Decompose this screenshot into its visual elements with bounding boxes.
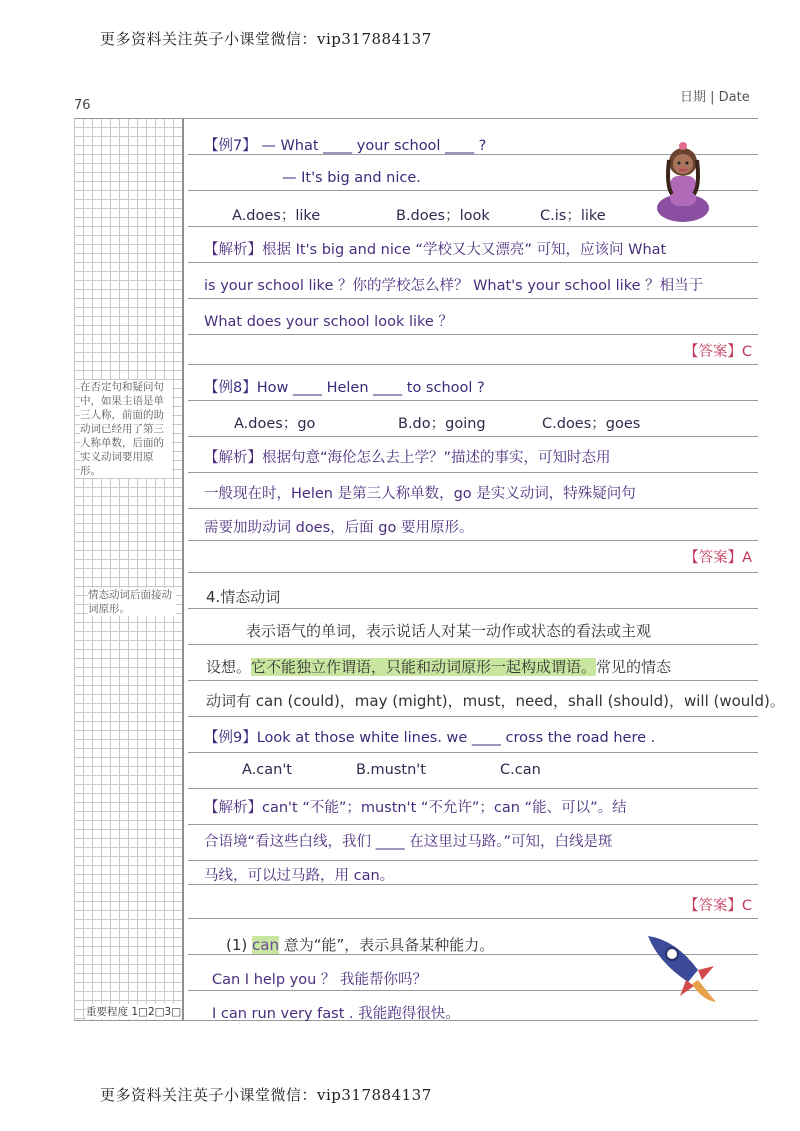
margin-note-2: 情态动词后面接动词原形。 <box>88 588 176 616</box>
ex8-analysis-1: 【解析】根据句意“海伦怎么去上学？”描述的事实，可知时态用 <box>204 450 611 466</box>
ex8-analysis-3: 需要加助动词 does，后面 go 要用原形。 <box>204 520 474 536</box>
ex9-option-a: A.can't <box>242 762 292 778</box>
ex7-reply: — It's big and nice. <box>282 170 421 186</box>
section-heading: 4.情态动词 <box>206 588 281 606</box>
ex7-question: 【例7】 — What ____ your school ____ ? <box>204 138 487 154</box>
can-line-3: I can run very fast . 我能跑得很快。 <box>212 1006 460 1022</box>
page-number: 76 <box>74 98 91 113</box>
watermark-top: 更多资料关注英子小课堂微信：vip317884137 <box>100 30 432 48</box>
watermark-bottom: 更多资料关注英子小课堂微信：vip317884137 <box>100 1086 432 1104</box>
girl-illustration <box>652 136 714 224</box>
section-body-2 <box>206 656 671 677</box>
ex7-analysis-1: 【解析】根据 It's big and nice “学校又大又漂亮” 可知，应该问 What <box>204 242 667 258</box>
section-body-3: 动词有 can (could)，may (might)，must，need，shall (should)，will (would)。 <box>206 692 785 710</box>
ex9-question: 【例9】Look at those white lines. we ____ cross the road here . <box>204 730 656 746</box>
section-body-1: 表示语气的单词，表示说话人对某一动作或状态的看法或主观 <box>246 622 652 640</box>
ex8-option-b: B.do；going <box>398 416 486 432</box>
can-line-2: Can I help you ？ 我能帮你吗？ <box>212 972 428 988</box>
ex8-option-a: A.does；go <box>234 416 316 432</box>
ex8-question: 【例8】How ____ Helen ____ to school ? <box>204 380 485 396</box>
ex9-analysis-2: 合语境“看这些白线，我们 ____ 在这里过马路。”可知，白线是斑 <box>204 834 613 850</box>
section-body-2a: 设想。 <box>206 658 252 676</box>
ex8-option-c: C.does；goes <box>542 416 641 432</box>
ex9-answer: 【答案】C <box>683 898 752 914</box>
can-line-1-rest: 意为“能”，表示具备某种能力。 <box>283 936 495 954</box>
ex7-analysis-2: is your school like ？你的学校怎么样？ What's your school like ？相当于 <box>204 278 704 294</box>
importance-label: 重要程度 1□2□3□ <box>86 1006 182 1018</box>
can-line-1 <box>226 934 494 955</box>
ex7-answer: 【答案】C <box>683 344 752 360</box>
rocket-illustration <box>636 930 720 1004</box>
margin-grid <box>74 118 184 1020</box>
ex7-option-c: C.is；like <box>540 208 606 224</box>
section-body-2c: 常见的情态 <box>596 658 672 676</box>
can-line-1-num: (1) <box>226 936 248 954</box>
section-body-2b-highlight: 它不能独立作谓语，只能和动词原形一起构成谓语。 <box>251 658 597 676</box>
ex9-option-b: B.mustn't <box>356 762 426 778</box>
ex8-answer: 【答案】A <box>684 550 752 566</box>
ex9-analysis-1: 【解析】can't “不能”；mustn't “不允许”；can “能、可以”。结 <box>204 800 627 816</box>
ex9-option-c: C.can <box>500 762 541 778</box>
ex7-option-b: B.does；look <box>396 208 490 224</box>
margin-note-1: 在否定句和疑问句中，如果主语是单三人称，前面的助动词已经用了第三人称单数，后面的实义动词要用原形。 <box>80 380 172 478</box>
ex7-option-a: A.does；like <box>232 208 321 224</box>
date-label: 日期 | Date <box>680 90 750 105</box>
ex8-analysis-2: 一般现在时，Helen 是第三人称单数，go 是实义动词，特殊疑问句 <box>204 486 636 502</box>
can-word-highlight: can <box>252 936 279 954</box>
ex7-analysis-3: What does your school look like ？ <box>204 314 453 330</box>
ex9-analysis-3: 马线，可以过马路，用 can。 <box>204 868 395 884</box>
